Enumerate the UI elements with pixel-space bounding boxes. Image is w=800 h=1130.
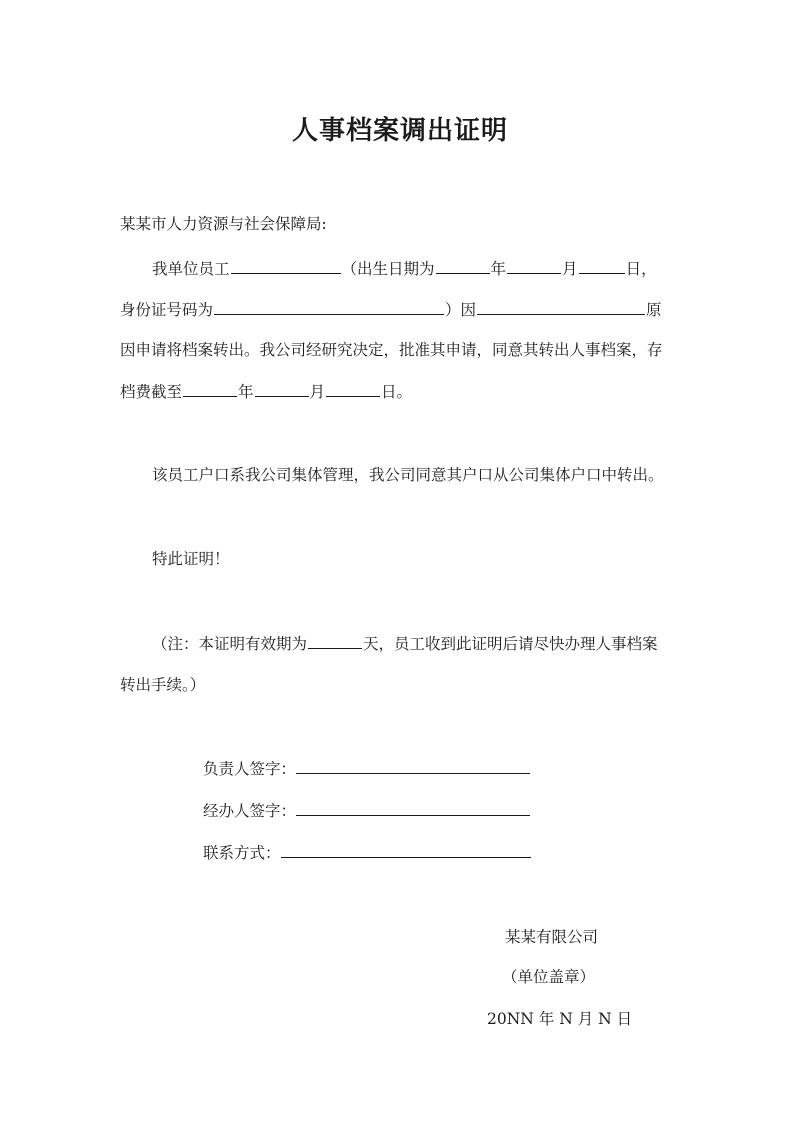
para1-line1 [152, 256, 657, 280]
id-number-label: 身份证号码为 [120, 301, 214, 319]
head-signature-label: 负责人签字： [203, 760, 297, 778]
fee-month-blank[interactable] [255, 379, 309, 397]
fee-year-blank[interactable] [183, 379, 237, 397]
employee-label: 我单位员工 [152, 260, 230, 278]
handler-signature-row [203, 799, 530, 823]
head-signature-row [203, 757, 530, 781]
validity-suffix: 天，员工收到此证明后请尽快办理人事档案 [363, 635, 658, 653]
contact-label: 联系方式： [203, 844, 281, 862]
birth-date-label: （出生日期为 [341, 260, 435, 278]
birth-year-unit: 年 [490, 260, 507, 278]
fee-until-label: 档费截至 [120, 383, 183, 401]
validity-label: （注：本证明有效期为 [152, 635, 308, 653]
birth-day-unit: 日， [625, 260, 657, 278]
para1-line3: 因申请将档案转出。我公司经研究决定，批准其申请，同意其转出人事档案，存 [120, 341, 663, 359]
employee-name-blank[interactable] [231, 256, 341, 274]
head-signature-line[interactable] [296, 757, 530, 774]
reason-label: ）因 [445, 301, 477, 319]
para3-certify: 特此证明！ [152, 550, 230, 568]
document-title: 人事档案调出证明 [291, 116, 508, 146]
birth-month-unit: 月 [562, 260, 578, 278]
fee-day-blank[interactable] [326, 379, 380, 397]
company-seal: （单位盖章） [502, 968, 596, 986]
note-line2: 转出手续。） [120, 676, 206, 694]
issue-date: 20NN 年 N 月 N 日 [487, 1010, 633, 1028]
birth-year-blank[interactable] [436, 256, 490, 274]
validity-days-blank[interactable] [308, 631, 362, 649]
id-number-blank[interactable] [214, 297, 444, 315]
para1-line4 [120, 379, 412, 403]
fee-day-unit: 日。 [381, 383, 413, 401]
fee-year-unit: 年 [238, 383, 254, 401]
note-line1 [152, 631, 658, 655]
contact-line[interactable] [281, 841, 531, 858]
birth-day-blank[interactable] [579, 256, 625, 274]
birth-month-blank[interactable] [507, 256, 561, 274]
handler-signature-line[interactable] [296, 799, 530, 816]
para1-line2 [120, 297, 662, 321]
para2-household: 该员工户口系我公司集体管理，我公司同意其户口从公司集体户口中转出。 [152, 466, 664, 484]
reason-suffix: 原 [646, 301, 662, 319]
reason-blank[interactable] [477, 297, 645, 315]
contact-row [203, 841, 531, 865]
fee-month-unit: 月 [309, 383, 326, 401]
addressee: 某某市人力资源与社会保障局: [120, 215, 327, 233]
company-name: 某某有限公司 [505, 928, 599, 946]
handler-signature-label: 经办人签字： [203, 802, 297, 820]
